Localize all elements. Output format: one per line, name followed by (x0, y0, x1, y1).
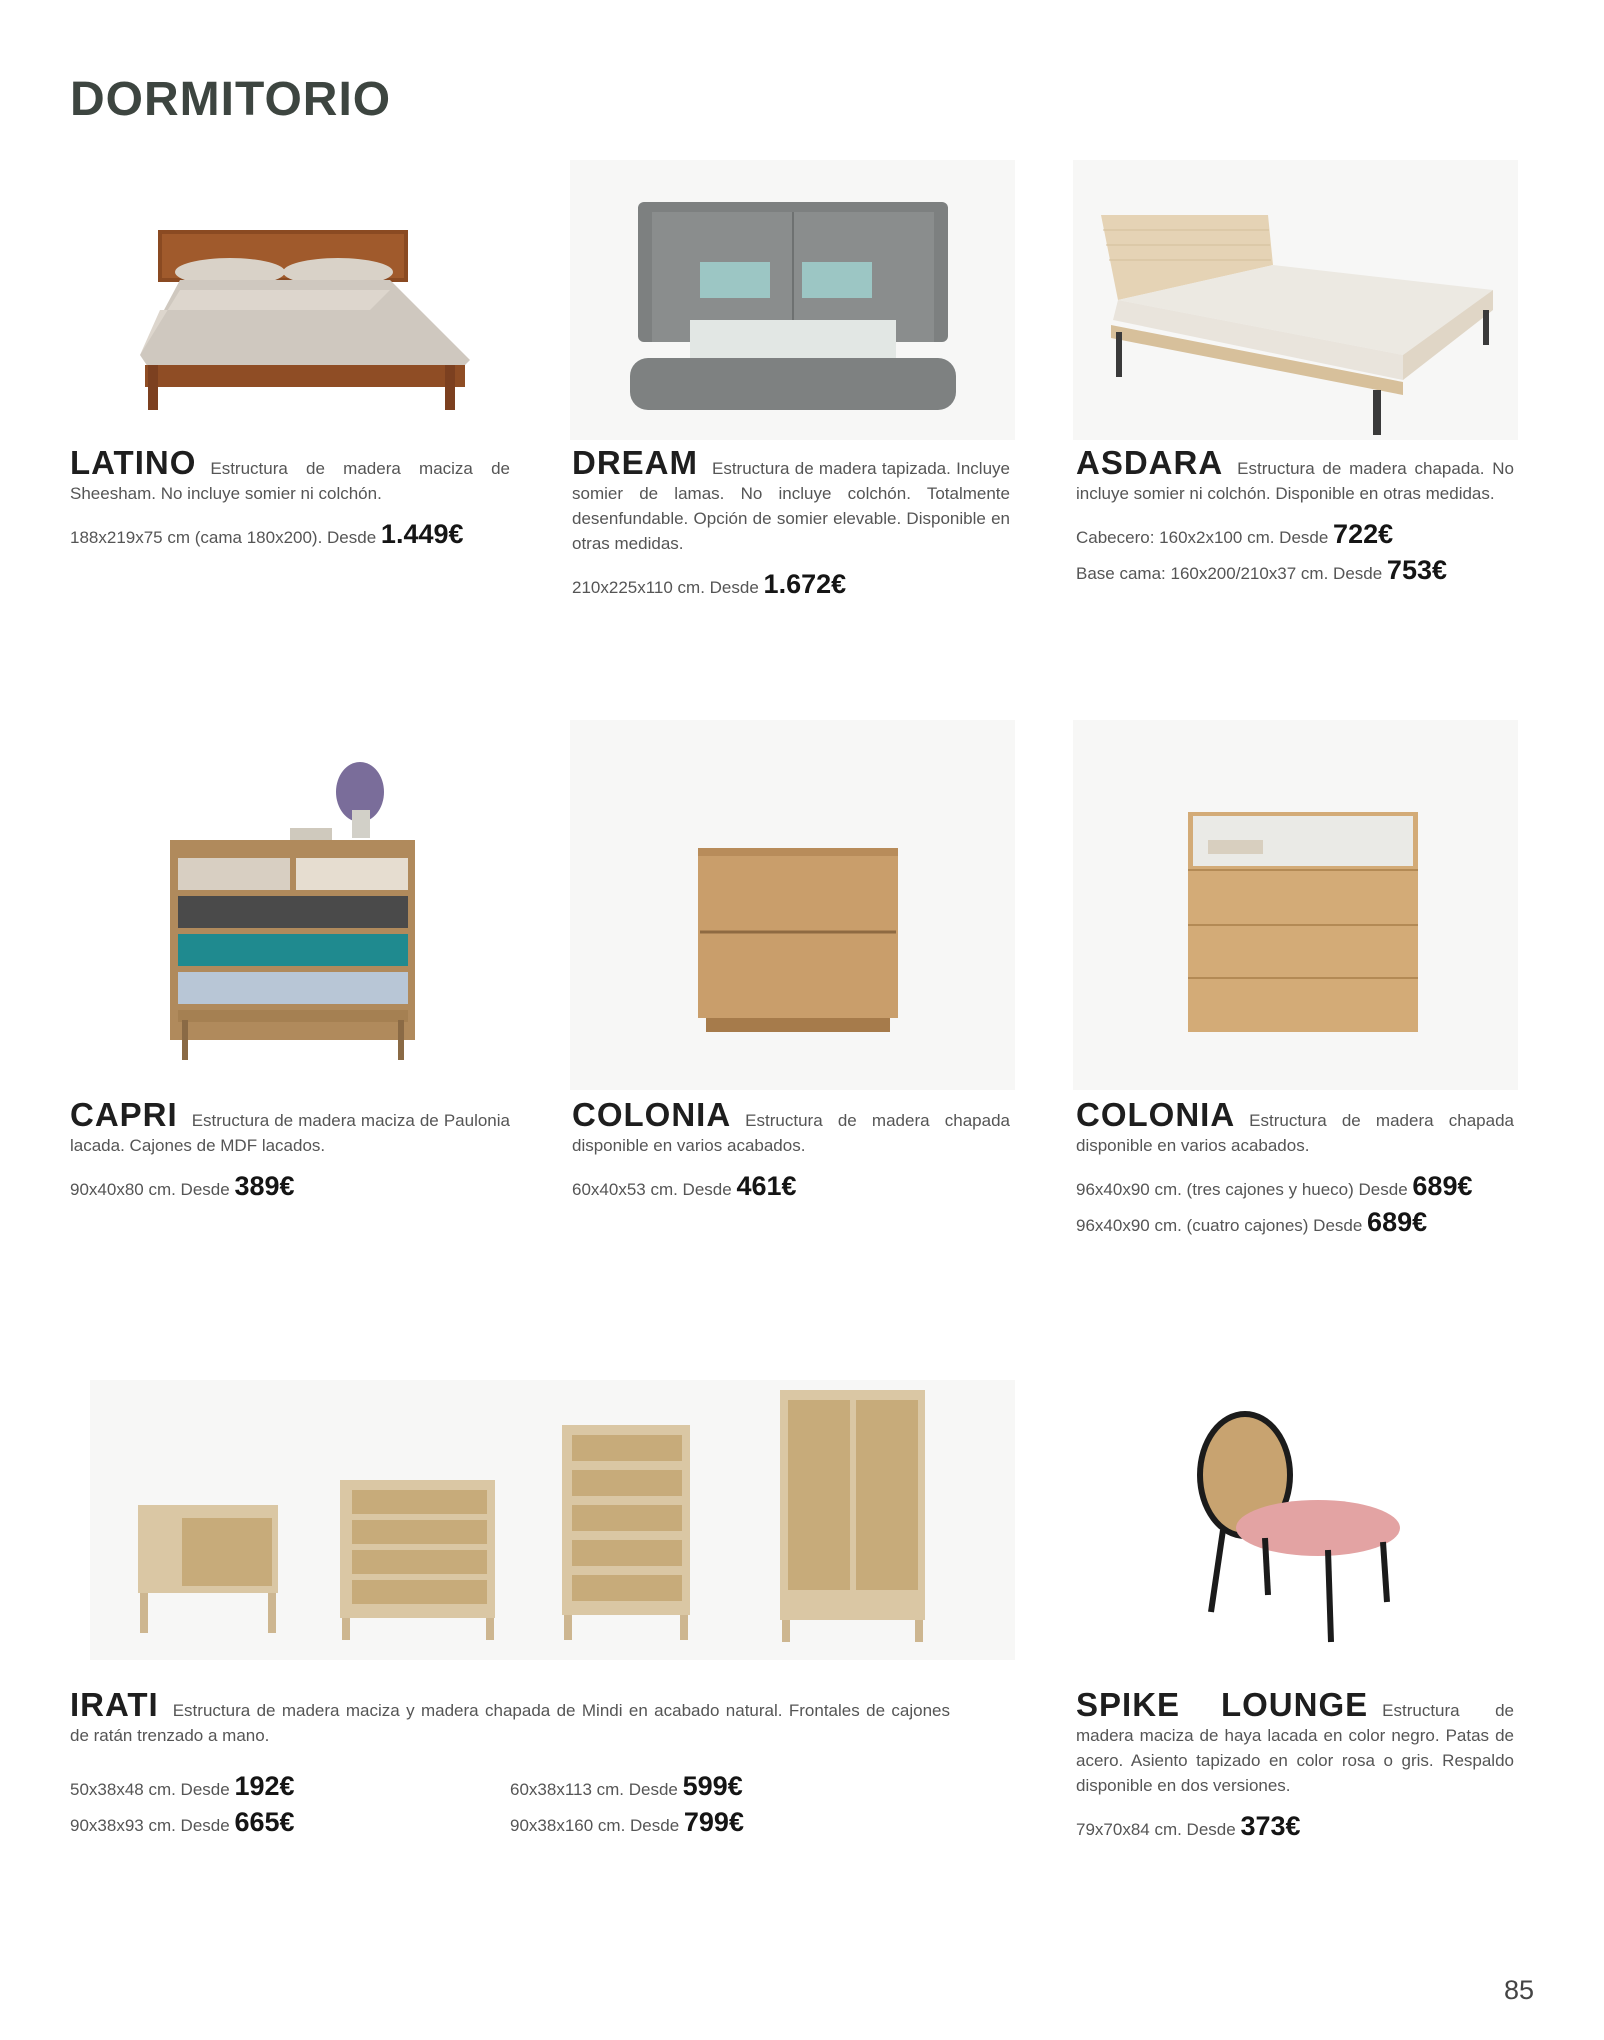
capri-description: Estructura de madera maciza de Paulonia lacada. Cajones de MDF lacados. (70, 1111, 510, 1155)
dream-description: Estructura de madera tapizada. Incluye somier de lamas. No incluye colchón. Totalmente desenfundable. Opción de somier elevable. Disponible en otras medidas. (572, 459, 1010, 553)
spike-text (1076, 1686, 1515, 1846)
page-number: 85 (1503, 1975, 1534, 2005)
spike-price-line (1076, 1810, 1514, 1846)
irati-dimensions-4: 90x38x160 cm. Desde (510, 1816, 680, 1835)
colonia-nightstand-image (570, 720, 1015, 1090)
capri-name: CAPRI (70, 1096, 178, 1133)
irati-name: IRATI (70, 1686, 159, 1723)
spike-price: 373€ (1240, 1811, 1301, 1841)
irati-price-line-2 (70, 1806, 490, 1842)
asdara-price-1: 722€ (1333, 519, 1394, 549)
irati-description: Estructura de madera maciza y madera chapada de Mindi en acabado natural. Frontales de cajones de ratán trenzado a mano. (70, 1701, 950, 1745)
latino-description: Estructura de madera maciza de Sheesham. No incluye somier ni colchón. (70, 459, 510, 503)
colonia2-name: COLONIA (1076, 1096, 1236, 1133)
colonia1-price: 461€ (736, 1171, 797, 1201)
colonia2-dimensions-1: 96x40x90 cm. (tres cajones y hueco) Desde (1076, 1180, 1408, 1199)
latino-text (70, 444, 510, 554)
dream-text (572, 444, 1010, 604)
colonia1-dimensions: 60x40x53 cm. Desde (572, 1180, 732, 1199)
latino-bed-image (70, 160, 515, 440)
colonia1-price-line (572, 1170, 1010, 1206)
spike-dimensions: 79x70x84 cm. Desde (1076, 1820, 1236, 1839)
irati-price-4: 799€ (683, 1807, 744, 1837)
asdara-price-2: 753€ (1386, 555, 1447, 585)
irati-dimensions-1: 50x38x48 cm. Desde (70, 1780, 230, 1799)
dream-name: DREAM (572, 444, 698, 481)
dream-price: 1.672€ (763, 569, 847, 599)
irati-prices-right (510, 1770, 930, 1842)
spike-description: Estructura de madera maciza de haya lacada en color negro. Patas de acero. Asiento tapizado en color rosa o gris. Respaldo disponible en dos versiones. (1076, 1701, 1515, 1795)
capri-price-line (70, 1170, 510, 1206)
spike-lounge-chair-image (1073, 1380, 1518, 1660)
colonia2-description: Estructura de madera chapada disponible en varios acabados. (1076, 1111, 1514, 1155)
colonia2-dimensions-2: 96x40x90 cm. (cuatro cajones) Desde (1076, 1216, 1363, 1235)
capri-dimensions: 90x40x80 cm. Desde (70, 1180, 230, 1199)
colonia1-text (572, 1096, 1010, 1206)
asdara-text (1076, 444, 1514, 590)
irati-price-2: 665€ (234, 1807, 295, 1837)
irati-price-3: 599€ (682, 1771, 743, 1801)
irati-prices-left (70, 1770, 490, 1842)
spike-name: SPIKE LOUNGE (1076, 1686, 1369, 1723)
irati-dimensions-2: 90x38x93 cm. Desde (70, 1816, 230, 1835)
irati-text (70, 1686, 950, 1748)
latino-dimensions: 188x219x75 cm (cama 180x200). Desde (70, 528, 377, 547)
latino-name: LATINO (70, 444, 197, 481)
dream-bed-image (570, 160, 1015, 440)
irati-price-line-4 (510, 1806, 930, 1842)
asdara-bed-image (1073, 160, 1518, 440)
asdara-name: ASDARA (1076, 444, 1224, 481)
colonia2-text (1076, 1096, 1514, 1242)
colonia2-price-2: 689€ (1367, 1207, 1428, 1237)
colonia1-name: COLONIA (572, 1096, 732, 1133)
colonia1-description: Estructura de madera chapada disponible en varios acabados. (572, 1111, 1010, 1155)
capri-price: 389€ (234, 1171, 295, 1201)
colonia-dresser-image (1073, 720, 1518, 1090)
dream-dimensions: 210x225x110 cm. Desde (572, 578, 759, 597)
colonia2-price-line-2 (1076, 1206, 1514, 1242)
colonia2-price-1: 689€ (1412, 1171, 1473, 1201)
latino-price: 1.449€ (380, 519, 464, 549)
page-title: DORMITORIO (70, 73, 392, 126)
irati-price-1: 192€ (234, 1771, 295, 1801)
asdara-price-line-1 (1076, 518, 1514, 554)
latino-price-line (70, 518, 510, 554)
asdara-price-line-2 (1076, 554, 1514, 590)
asdara-dimensions-1: Cabecero: 160x2x100 cm. Desde (1076, 528, 1329, 547)
asdara-description: Estructura de madera chapada. No incluye somier ni colchón. Disponible en otras medidas. (1076, 459, 1514, 503)
irati-dimensions-3: 60x38x113 cm. Desde (510, 1780, 678, 1799)
irati-price-line-3 (510, 1770, 930, 1806)
dream-price-line (572, 568, 1010, 604)
colonia2-price-line-1 (1076, 1170, 1514, 1206)
irati-price-line-1 (70, 1770, 490, 1806)
asdara-dimensions-2: Base cama: 160x200/210x37 cm. Desde (1076, 564, 1383, 583)
irati-collection-image (90, 1380, 1015, 1660)
capri-text (70, 1096, 510, 1206)
capri-dresser-image (70, 720, 515, 1090)
